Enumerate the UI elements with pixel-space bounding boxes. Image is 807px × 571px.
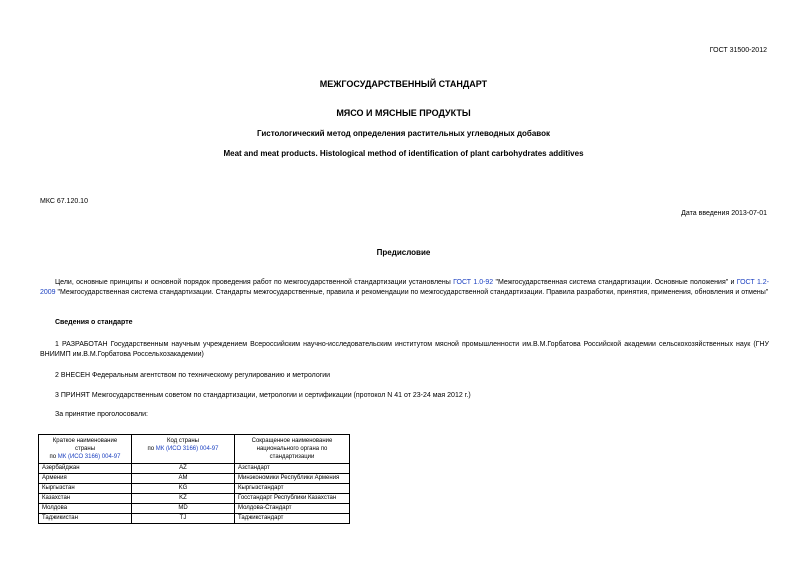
country-name: Таджикистан xyxy=(39,514,132,524)
item-adopted-by: 3 ПРИНЯТ Межгосударственным советом по стандартизации, метрологии и сертификации (протокол N 41 от 23-24 мая 2012 г.) xyxy=(55,392,471,399)
country-name: Молдова xyxy=(39,504,132,514)
table-row xyxy=(39,504,350,514)
table-row xyxy=(39,474,350,484)
voted-label: За принятие проголосовали: xyxy=(55,411,148,418)
voting-states-table xyxy=(38,434,350,524)
table-row xyxy=(39,464,350,474)
foreword-text-2: "Межгосударственная система стандартизации. Основные положения" и xyxy=(493,279,737,286)
country-name: Казахстан xyxy=(39,494,132,504)
document-title-english: Meat and meat products. Histological method of identification of plant carbohydrates additives xyxy=(223,149,584,158)
gost-1-0-link[interactable]: ГОСТ 1.0-92 xyxy=(453,279,494,286)
standard-type-heading: МЕЖГОСУДАРСТВЕННЫЙ СТАНДАРТ xyxy=(319,79,488,89)
foreword-heading: Предисловие xyxy=(376,248,431,257)
table-row xyxy=(39,484,350,494)
header-country-code xyxy=(132,435,235,464)
gost-1-2-link[interactable]: ГОСТ 1.2-2009 xyxy=(40,279,770,296)
item-submitted-by: 2 ВНЕСЕН Федеральным агентством по техническому регулированию и метрологии xyxy=(55,372,331,379)
classification-code: МКС 67.120.10 xyxy=(40,198,88,205)
introduction-date: Дата введения 2013-07-01 xyxy=(681,210,767,217)
national-body: Минэкономики Республики Армения xyxy=(235,474,350,484)
header-code-text: Код страны xyxy=(167,438,199,444)
document-code: ГОСТ 31500-2012 xyxy=(709,47,767,54)
foreword-text-3: "Межгосударственная система стандартизации. Стандарты межгосударственные, правила и рекомендации по межгосударственной стандартизации. Правила разработки, принятия, применения, обновления и отмены" xyxy=(55,289,769,296)
national-body: Молдова-Стандарт xyxy=(235,504,350,514)
country-code: TJ xyxy=(132,514,235,524)
table-row xyxy=(39,514,350,524)
country-name: Азербайджан xyxy=(39,464,132,474)
header-national-body: Сокращенное наименование национального органа по стандартизации xyxy=(235,435,350,464)
country-name: Кыргызстан xyxy=(39,484,132,494)
foreword-paragraph xyxy=(40,278,769,298)
header-country-text: Краткое наименование страны xyxy=(52,438,118,452)
country-name: Армения xyxy=(39,474,132,484)
table-row xyxy=(39,494,350,504)
header-country-name xyxy=(39,435,132,464)
header-code-prefix: по xyxy=(147,446,156,452)
country-code: AZ xyxy=(132,464,235,474)
mk-iso-3166-link[interactable]: МК (ИСО 3166) 004-97 xyxy=(57,454,121,460)
document-subtitle: Гистологический метод определения растительных углеводных добавок xyxy=(256,129,551,138)
country-code: AM xyxy=(132,474,235,484)
header-country-prefix: по xyxy=(49,454,58,460)
national-body: Кыргызстандарт xyxy=(235,484,350,494)
national-body: Госстандарт Республики Казахстан xyxy=(235,494,350,504)
item-developed-by: 1 РАЗРАБОТАН Государственным научным учреждением Всероссийским научно-исследовательским институтом мясной промышленности им.В.М.Горбатова Российской академии сельскохозяйственных наук (ГНУ ВНИИМП им.В.М.Горбатова Россельхозакадемии) xyxy=(40,341,769,358)
mk-iso-3166-link[interactable]: МК (ИСО 3166) 004-97 xyxy=(155,446,219,452)
country-code: KG xyxy=(132,484,235,494)
document-title: МЯСО И МЯСНЫЕ ПРОДУКТЫ xyxy=(336,108,471,118)
national-body: Азстандарт xyxy=(235,464,350,474)
standard-info-heading: Сведения о стандарте xyxy=(55,319,133,326)
country-code: MD xyxy=(132,504,235,514)
national-body: Таджикстандарт xyxy=(235,514,350,524)
foreword-text-1: Цели, основные принципы и основной порядок проведения работ по межгосударственной стандартизации установлены xyxy=(55,279,454,286)
country-code: KZ xyxy=(132,494,235,504)
table-header-row xyxy=(39,435,350,464)
